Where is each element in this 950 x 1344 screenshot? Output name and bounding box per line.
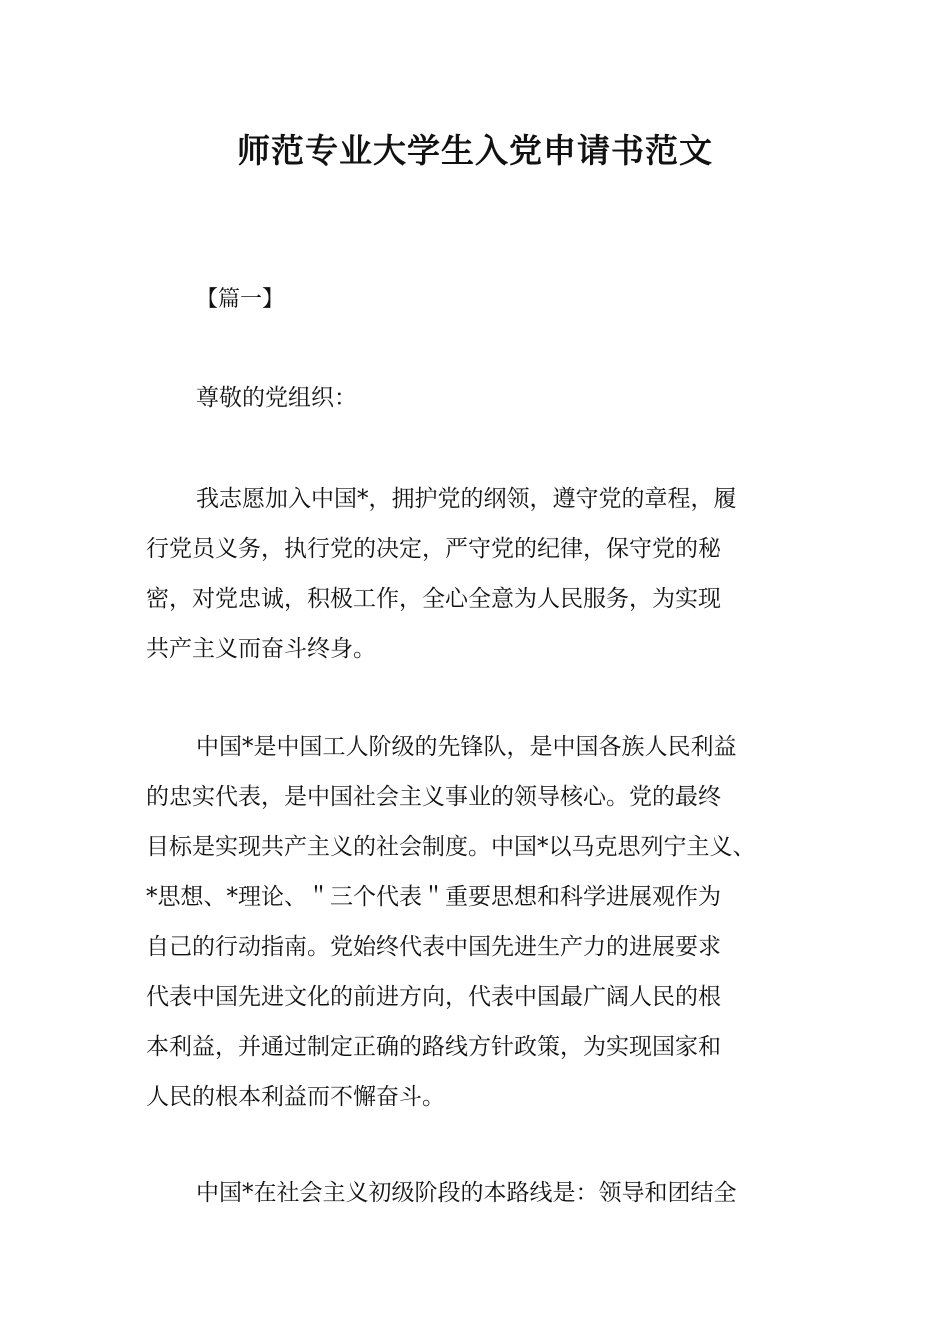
paragraph-line: 行党员义务，执行党的决定，严守党的纪律，保守党的秘	[146, 536, 721, 562]
paragraph-line: 的忠实代表，是中国社会主义事业的领导核心。党的最终	[146, 784, 721, 810]
paragraph-line: *思想、*理论、＂三个代表＂重要思想和科学进展观作为	[146, 884, 721, 910]
paragraph-line: 中国*在社会主义初级阶段的本路线是：领导和团结全	[196, 1180, 737, 1206]
paragraph-2	[146, 722, 826, 1122]
paragraph-1	[146, 474, 826, 674]
paragraph-line: 本利益，并通过制定正确的路线方针政策，为实现国家和	[146, 1034, 721, 1060]
paragraph-line: 目标是实现共产主义的社会制度。中国*以马克思列宁主义、	[146, 834, 756, 860]
section-label: 【篇一】	[196, 287, 285, 312]
paragraph-3	[146, 1168, 826, 1218]
document-title: 师范专业大学生入党申请书范文	[237, 131, 713, 170]
paragraph-line: 密，对党忠诚，积极工作，全心全意为人民服务，为实现	[146, 586, 721, 612]
paragraph-line: 代表中国先进文化的前进方向，代表中国最广阔人民的根	[146, 984, 721, 1010]
paragraph-line: 人民的根本利益而不懈奋斗。	[146, 1084, 445, 1110]
paragraph-line: 自己的行动指南。党始终代表中国先进生产力的进展要求	[146, 934, 721, 960]
paragraph-line: 共产主义而奋斗终身。	[146, 636, 376, 662]
salutation: 尊敬的党组织：	[196, 385, 357, 411]
paragraph-line: 中国*是中国工人阶级的先锋队，是中国各族人民利益	[196, 734, 737, 760]
paragraph-line: 我志愿加入中国*，拥护党的纲领，遵守党的章程，履	[196, 486, 737, 512]
